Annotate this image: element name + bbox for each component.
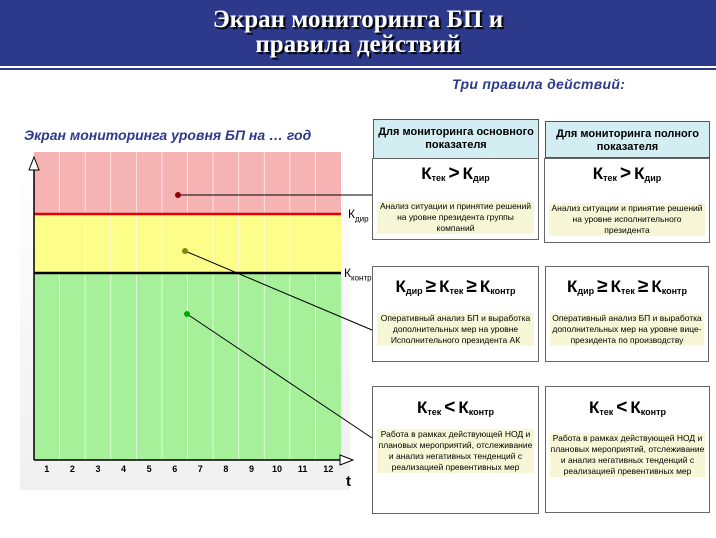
x-tick-label: 5 xyxy=(146,464,152,474)
formula-yellow-main: $К_{дир} \ge К_{тек} \ge К_{контр}$ xyxy=(395,276,516,297)
x-tick-label: 6 xyxy=(172,464,178,474)
rule-box-green-main xyxy=(372,386,539,514)
rule-text-green-full: Работа в рамках действующей НОД и плановых мероприятий, отслеживание и анализ негативных тенденций с реализацией превентивных мер xyxy=(550,433,705,476)
x-tick-label: 4 xyxy=(121,464,127,474)
column-header-full: Для мониторинга полного показателя xyxy=(545,121,710,158)
marker-yellow xyxy=(182,248,188,254)
x-tick-label: 9 xyxy=(248,464,254,474)
subtitle: Три правила действий: xyxy=(452,76,626,92)
x-tick-label: 2 xyxy=(69,464,75,474)
x-tick-label: 12 xyxy=(323,464,334,474)
x-tick-label: 10 xyxy=(272,464,283,474)
rule-text-red-full: Анализ ситуации и принятие решений на уровне исполнительного президента xyxy=(549,203,705,236)
x-axis-label: t xyxy=(346,473,351,490)
threshold-label-kontr: $К_{контр}$ xyxy=(344,266,372,283)
formula-green-main: $К_{тек} < К_{контр}$ xyxy=(416,397,495,418)
chart-title: Экран мониторинга уровня БП на … год xyxy=(24,127,312,143)
rule-box-yellow-full xyxy=(545,266,709,362)
rule-box-yellow-main xyxy=(372,266,539,362)
rule-box-green-full xyxy=(545,386,710,513)
rule-text-green-main: Работа в рамках действующей НОД и плановых мероприятий, отслеживание и анализ негативных тенденций с реализацией превентивных мер xyxy=(378,429,533,472)
title-line-1: Экран мониторинга БП и xyxy=(212,6,504,33)
rule-box-red-main xyxy=(372,158,539,240)
rule-text-yellow-main: Оперативный анализ БП и выработка дополнительных мер на уровне Исполнительного президента АК xyxy=(377,313,534,346)
formula-yellow-full: $К_{дир} \ge К_{тек} \ge К_{контр}$ xyxy=(567,276,687,297)
formula-green-full: $К_{тек} < К_{контр}$ xyxy=(588,397,667,418)
title-line-2: правила действий xyxy=(255,31,461,58)
x-tick-label: 1 xyxy=(44,464,50,474)
formula-red-main: $К_{тек} > К_{дир}$ xyxy=(421,163,490,184)
rule-text-yellow-full: Оперативный анализ БП и выработка дополнительных мер на уровне вице-президента по производству xyxy=(550,313,704,346)
formula-red-full: $К_{тек} > К_{дир}$ xyxy=(592,163,662,184)
rule-box-red-full xyxy=(544,158,710,243)
x-tick-label: 3 xyxy=(95,464,101,474)
marker-red xyxy=(175,192,181,198)
rule-text-red-main: Анализ ситуации и принятие решений на уровне президента группы компаний xyxy=(377,201,534,234)
x-tick-label: 7 xyxy=(197,464,203,474)
x-tick-label: 11 xyxy=(297,464,308,474)
x-tick-label: 8 xyxy=(223,464,229,474)
column-header-main: Для мониторинга основного показателя xyxy=(373,119,539,159)
marker-green xyxy=(184,311,190,317)
threshold-label-dir: $К_{дир}$ xyxy=(348,207,369,224)
